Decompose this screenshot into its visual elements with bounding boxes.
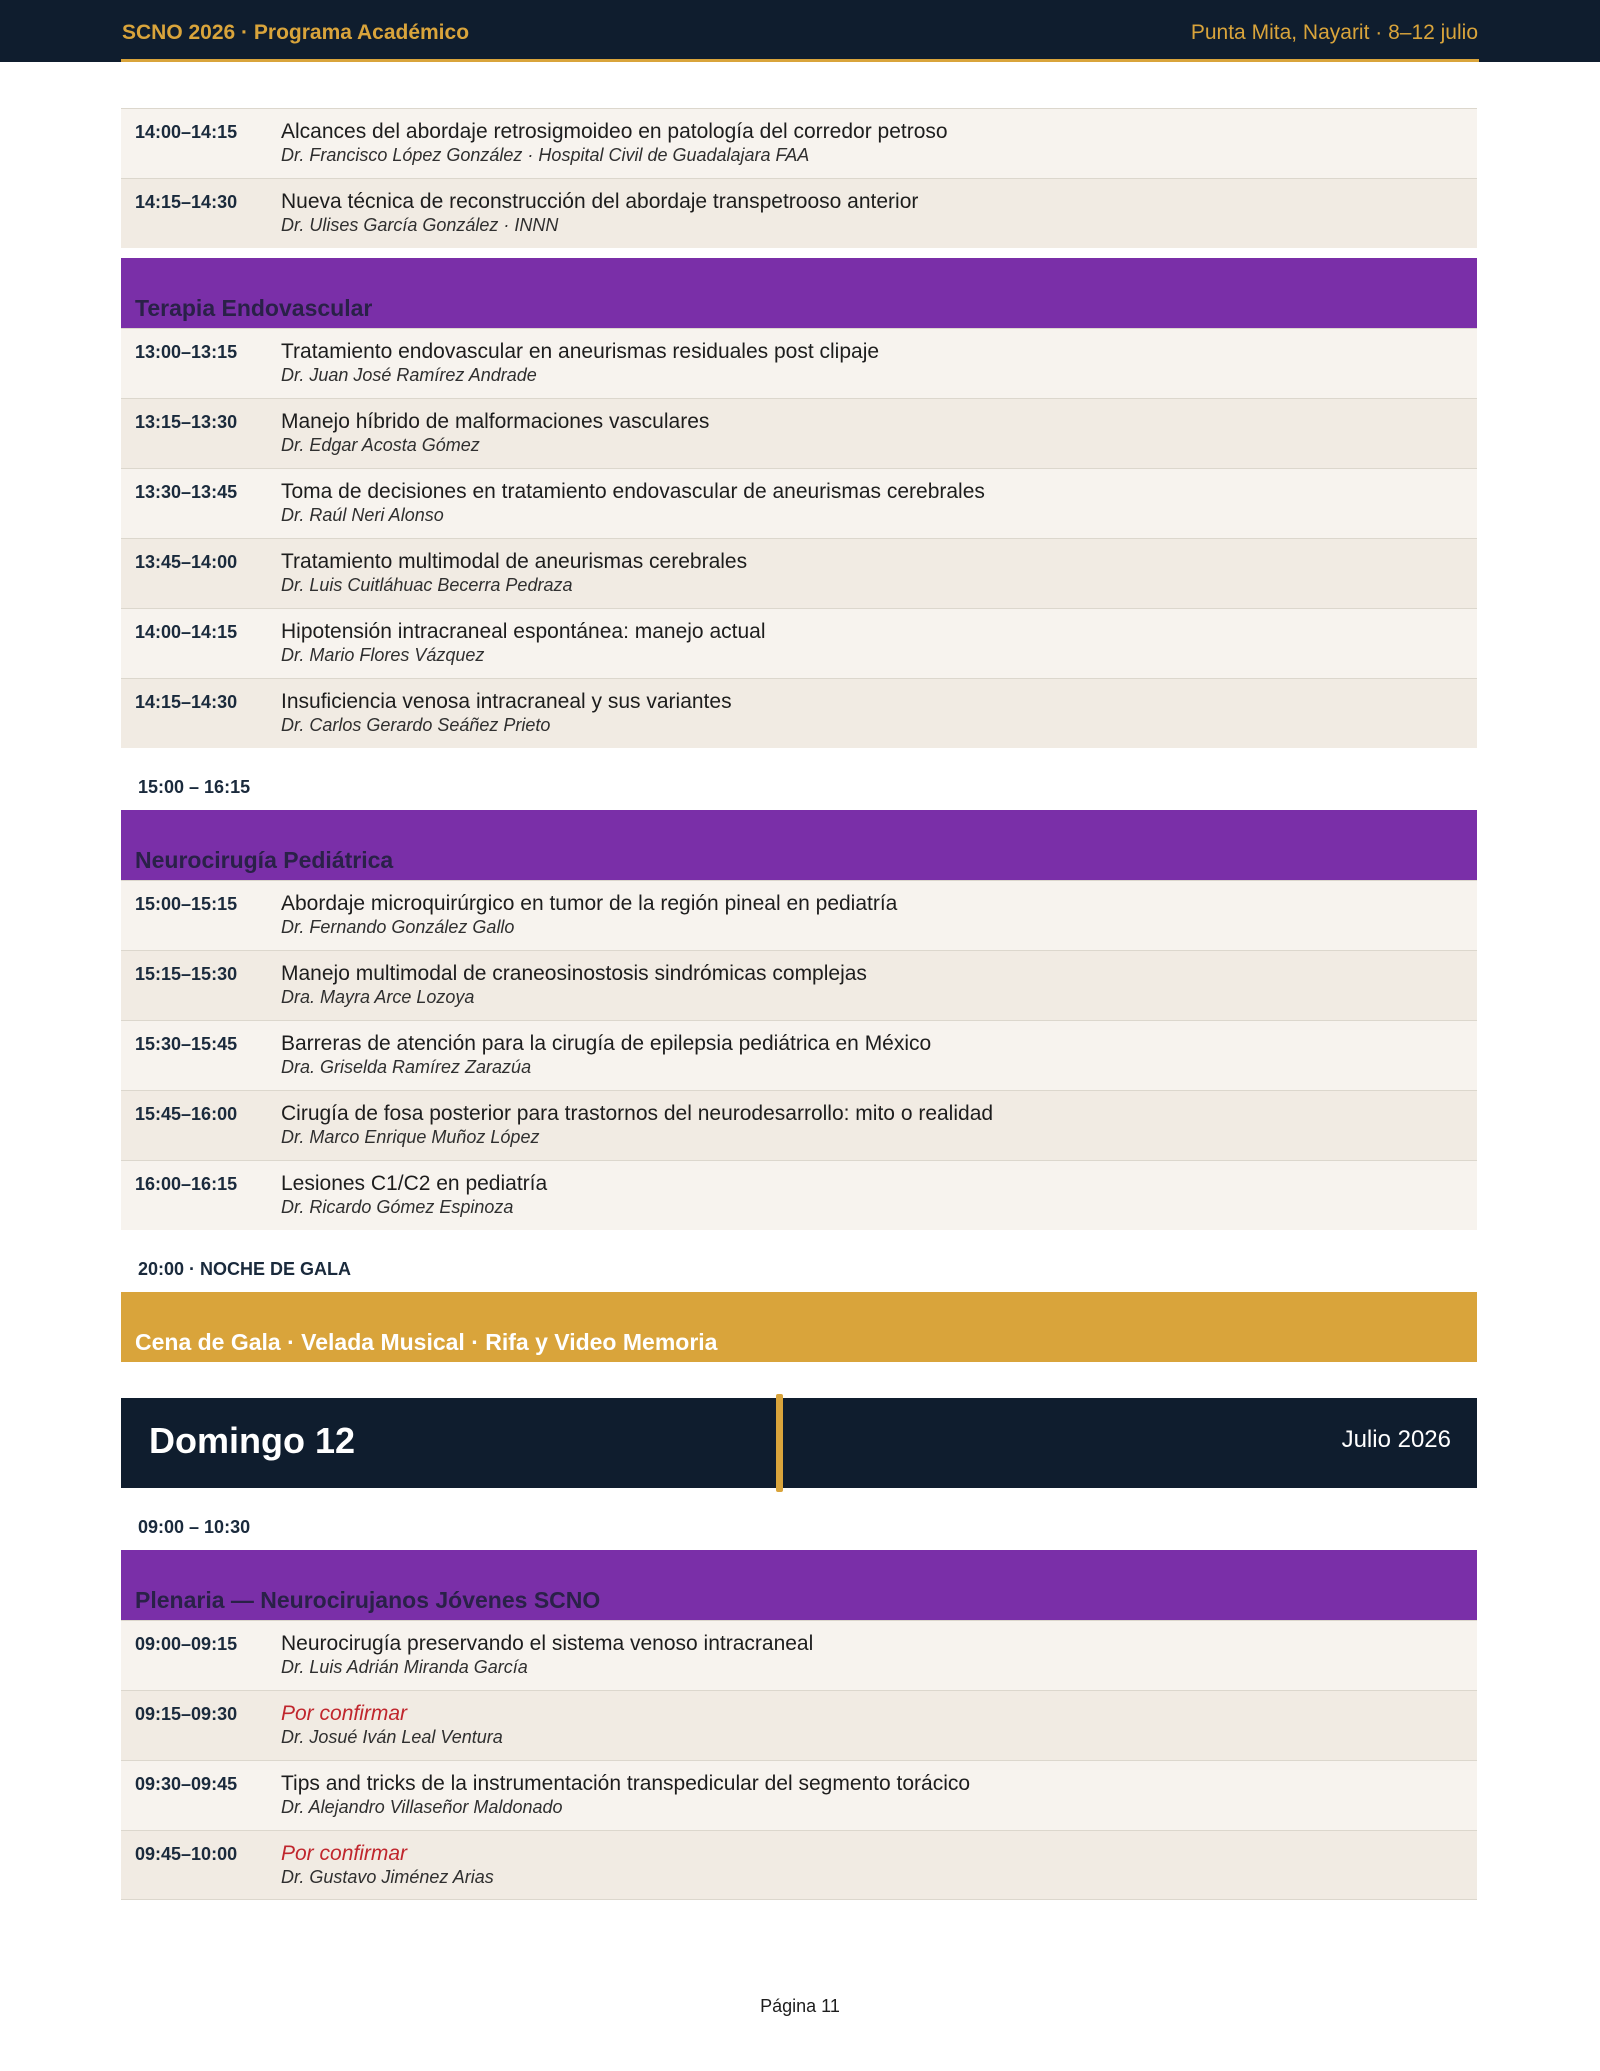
day-title: Domingo 12 bbox=[149, 1420, 356, 1461]
talk-time: 14:00–14:15 bbox=[135, 622, 238, 642]
table-row bbox=[121, 1620, 1477, 1690]
talk-time: 15:00–15:15 bbox=[135, 894, 238, 914]
header-location: Punta Mita, Nayarit · 8–12 julio bbox=[1190, 21, 1478, 44]
talk-time: 09:45–10:00 bbox=[135, 1844, 238, 1864]
time-slot-label: 09:00 – 10:30 bbox=[138, 1517, 251, 1537]
talk-time: 15:15–15:30 bbox=[135, 964, 238, 984]
table-row bbox=[121, 1090, 1477, 1160]
talk-speaker: Dr. Ulises García González · INNN bbox=[281, 215, 559, 235]
section-title: Plenaria — Neurocirujanos Jóvenes SCNO bbox=[135, 1587, 601, 1613]
talk-time: 14:15–14:30 bbox=[135, 692, 238, 712]
header-divider bbox=[121, 59, 1479, 62]
talk-speaker: Dr. Luis Cuitláhuac Becerra Pedraza bbox=[281, 575, 573, 595]
talk-title-pending: Por confirmar bbox=[281, 1702, 408, 1725]
table-row bbox=[121, 1690, 1477, 1760]
table-row bbox=[121, 328, 1477, 398]
talk-title: Manejo multimodal de craneosinostosis sindrómicas complejas bbox=[281, 962, 867, 985]
table-row bbox=[121, 108, 1477, 178]
talk-speaker: Dra. Griselda Ramírez Zarazúa bbox=[281, 1057, 532, 1077]
table-row bbox=[121, 178, 1477, 248]
talk-time: 09:30–09:45 bbox=[135, 1774, 238, 1794]
talk-title: Neurocirugía preservando el sistema venoso intracraneal bbox=[281, 1632, 814, 1655]
table-row bbox=[121, 608, 1477, 678]
section-header-endovascular bbox=[121, 258, 1477, 328]
page-number: Página 11 bbox=[760, 1996, 840, 2016]
page-header bbox=[0, 0, 1600, 62]
table-row bbox=[121, 1020, 1477, 1090]
program-content bbox=[121, 108, 1477, 1900]
header-title: SCNO 2026 · Programa Académico bbox=[122, 21, 470, 44]
talk-speaker: Dr. Edgar Acosta Gómez bbox=[281, 435, 480, 455]
talk-title: Alcances del abordaje retrosigmoideo en patología del corredor petroso bbox=[281, 120, 948, 143]
talk-time: 13:00–13:15 bbox=[135, 342, 238, 362]
talk-title: Tratamiento endovascular en aneurismas residuales post clipaje bbox=[281, 340, 880, 363]
talk-time: 13:15–13:30 bbox=[135, 412, 238, 432]
table-row bbox=[121, 468, 1477, 538]
talk-time: 09:15–09:30 bbox=[135, 1704, 238, 1724]
talk-time: 16:00–16:15 bbox=[135, 1174, 238, 1194]
table-row bbox=[121, 538, 1477, 608]
talk-title: Lesiones C1/C2 en pediatría bbox=[281, 1172, 548, 1195]
talk-title: Hipotensión intracraneal espontánea: manejo actual bbox=[281, 620, 766, 643]
talk-speaker: Dr. Juan José Ramírez Andrade bbox=[281, 365, 537, 385]
talk-title: Toma de decisiones en tratamiento endovascular de aneurismas cerebrales bbox=[281, 480, 985, 503]
table-row bbox=[121, 398, 1477, 468]
talk-speaker: Dra. Mayra Arce Lozoya bbox=[281, 987, 475, 1007]
banner-divider bbox=[776, 1394, 783, 1492]
talk-speaker: Dr. Alejandro Villaseñor Maldonado bbox=[281, 1797, 563, 1817]
table-row bbox=[121, 1760, 1477, 1830]
talk-title: Barreras de atención para la cirugía de epilepsia pediátrica en México bbox=[281, 1032, 932, 1055]
time-slot-label: 20:00 · NOCHE DE GALA bbox=[138, 1259, 352, 1279]
section-header-gala bbox=[121, 1292, 1477, 1362]
talk-speaker: Dr. Raúl Neri Alonso bbox=[281, 505, 444, 525]
talk-speaker: Dr. Marco Enrique Muñoz López bbox=[281, 1127, 540, 1147]
talk-title: Manejo híbrido de malformaciones vasculares bbox=[281, 410, 710, 433]
talk-speaker: Dr. Ricardo Gómez Espinoza bbox=[281, 1197, 514, 1217]
talk-time: 14:15–14:30 bbox=[135, 192, 238, 212]
talk-title: Tips and tricks de la instrumentación transpedicular del segmento torácico bbox=[281, 1772, 971, 1795]
talk-time: 15:30–15:45 bbox=[135, 1034, 238, 1054]
day-month: Julio 2026 bbox=[1341, 1426, 1451, 1453]
section-title: Cena de Gala · Velada Musical · Rifa y Video Memoria bbox=[135, 1329, 718, 1355]
talk-time: 14:00–14:15 bbox=[135, 122, 238, 142]
talk-time: 13:45–14:00 bbox=[135, 552, 238, 572]
section-header-plenaria bbox=[121, 1550, 1477, 1620]
talk-speaker: Dr. Gustavo Jiménez Arias bbox=[281, 1867, 494, 1887]
talk-title: Nueva técnica de reconstrucción del abordaje transpetrooso anterior bbox=[281, 190, 919, 213]
talk-time: 09:00–09:15 bbox=[135, 1634, 238, 1654]
session-endovascular bbox=[121, 328, 1477, 748]
table-row bbox=[121, 950, 1477, 1020]
talk-title: Abordaje microquirúrgico en tumor de la región pineal en pediatría bbox=[281, 892, 898, 915]
table-row bbox=[121, 880, 1477, 950]
table-row bbox=[121, 1830, 1477, 1900]
talk-title: Insuficiencia venosa intracraneal y sus variantes bbox=[281, 690, 732, 713]
section-header-pediatrica bbox=[121, 810, 1477, 880]
talk-title: Tratamiento multimodal de aneurismas cerebrales bbox=[281, 550, 748, 573]
talk-speaker: Dr. Luis Adrián Miranda García bbox=[281, 1657, 528, 1677]
session-continuation bbox=[121, 108, 1477, 248]
session-plenaria bbox=[121, 1620, 1477, 1900]
talk-title: Cirugía de fosa posterior para trastornos del neurodesarrollo: mito o realidad bbox=[281, 1102, 994, 1125]
talk-speaker: Dr. Mario Flores Vázquez bbox=[281, 645, 485, 665]
table-row bbox=[121, 678, 1477, 748]
session-pediatrica bbox=[121, 880, 1477, 1230]
talk-speaker: Dr. Josué Iván Leal Ventura bbox=[281, 1727, 503, 1747]
time-slot-label: 15:00 – 16:15 bbox=[138, 777, 251, 797]
section-title: Terapia Endovascular bbox=[135, 295, 373, 321]
talk-speaker: Dr. Carlos Gerardo Seáñez Prieto bbox=[281, 715, 551, 735]
talk-speaker: Dr. Fernando González Gallo bbox=[281, 917, 515, 937]
talk-time: 15:45–16:00 bbox=[135, 1104, 238, 1124]
talk-speaker: Dr. Francisco López González · Hospital Civil de Guadalajara FAA bbox=[281, 145, 810, 165]
section-title: Neurocirugía Pediátrica bbox=[135, 847, 394, 873]
table-row bbox=[121, 1160, 1477, 1230]
talk-time: 13:30–13:45 bbox=[135, 482, 238, 502]
day-banner bbox=[121, 1398, 1477, 1488]
talk-title-pending: Por confirmar bbox=[281, 1842, 408, 1865]
